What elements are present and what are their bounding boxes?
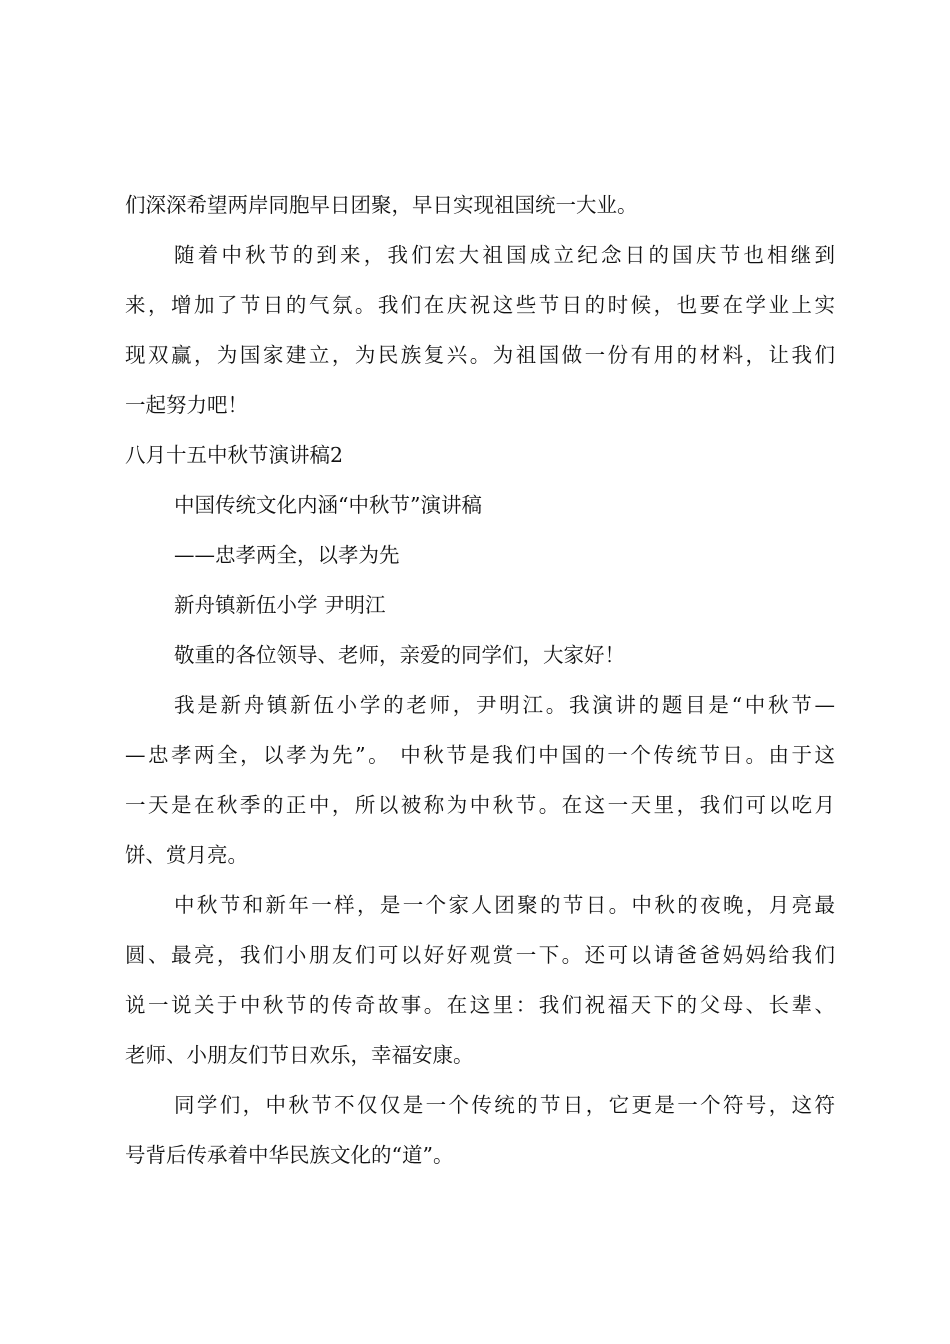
speech-subtitle: ——忠孝两全，以孝为先 xyxy=(174,543,400,567)
greeting-line: 敬重的各位领导、老师，亲爱的同学们，大家好！ xyxy=(174,643,625,667)
text-line: 圆、最亮，我们小朋友们可以好好观赏一下。还可以请爸爸妈妈给我们 xyxy=(125,943,835,967)
text-line: 老师、小朋友们节日欢乐，幸福安康。 xyxy=(125,1043,474,1067)
section-title: 八月十五中秋节演讲稿2 xyxy=(125,443,344,467)
text-line: 同学们，中秋节不仅仅是一个传统的节日，它更是一个符号，这符 xyxy=(174,1093,835,1117)
speech-title: 中国传统文化内涵“中秋节”演讲稿 xyxy=(174,493,482,517)
text-line: 饼、赏月亮。 xyxy=(125,843,248,867)
text-line: 说一说关于中秋节的传奇故事。在这里：我们祝福天下的父母、长辈、 xyxy=(125,993,835,1017)
text-line: 一起努力吧！ xyxy=(125,393,248,417)
text-line: —忠孝两全，以孝为先”。 中秋节是我们中国的一个传统节日。由于这 xyxy=(125,743,835,767)
text-line: 中秋节和新年一样，是一个家人团聚的节日。中秋的夜晚，月亮最 xyxy=(174,893,835,917)
text-line: 现双赢，为国家建立，为民族复兴。为祖国做一份有用的材料，让我们 xyxy=(125,343,835,367)
text-line: 们深深希望两岸同胞早日团聚，早日实现祖国统一大业。 xyxy=(125,193,638,217)
speaker-line: 新舟镇新伍小学 尹明江 xyxy=(174,593,386,617)
text-line: 号背后传承着中华民族文化的“道”。 xyxy=(125,1143,454,1167)
text-line: 一天是在秋季的正中，所以被称为中秋节。在这一天里，我们可以吃月 xyxy=(125,793,835,817)
text-line: 来，增加了节日的气氛。我们在庆祝这些节日的时候，也要在学业上实 xyxy=(125,293,835,317)
text-line: 随着中秋节的到来，我们宏大祖国成立纪念日的国庆节也相继到 xyxy=(174,243,835,267)
text-line: 我是新舟镇新伍小学的老师，尹明江。我演讲的题目是“中秋节— xyxy=(174,693,835,717)
